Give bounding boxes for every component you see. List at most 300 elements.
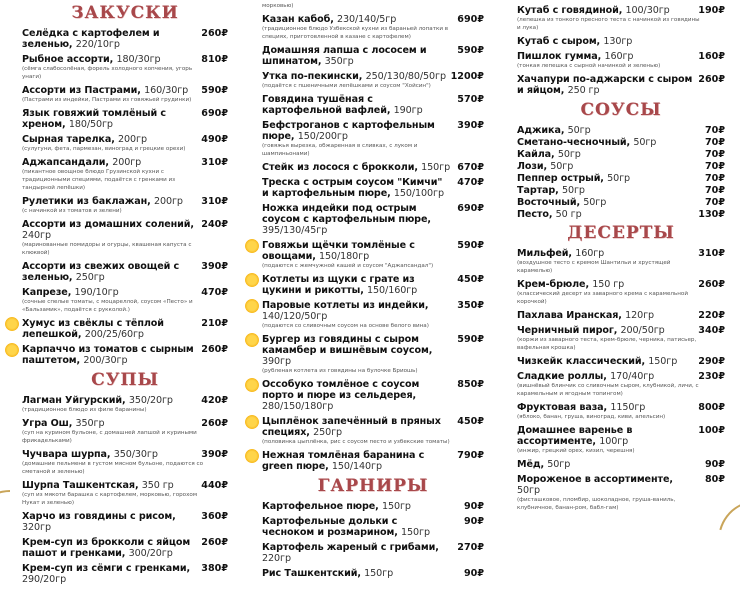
new-badge-sun-icon	[245, 378, 259, 392]
menu-item	[517, 185, 725, 196]
dish-title: Треска с острым соусом "Кимчи" и картофельным пюре,	[262, 177, 443, 199]
dish-price: 380₽	[201, 563, 228, 574]
menu-item	[517, 197, 725, 208]
dish-title: Кутаб с сыром,	[517, 36, 601, 47]
dish-weight: 150гр	[381, 501, 411, 512]
dish-price: 310₽	[201, 157, 228, 168]
dish-price: 260₽	[201, 28, 228, 39]
dish-title: Нежная томлёная баранина с green пюре,	[262, 450, 425, 472]
dish-weight: 50гр	[517, 485, 540, 496]
menu-item	[22, 287, 228, 314]
new-badge-sun-icon	[245, 415, 259, 429]
dish-title: Ассорти из свежих овощей с зеленью,	[22, 261, 180, 283]
dish-title: Тартар,	[517, 185, 559, 196]
dish-title: Чучвара шурпа,	[22, 449, 111, 460]
dish-description: (классический десерт из заварного крема с карамельной корочкой)	[517, 291, 688, 305]
section-title: СОУСЫ	[580, 100, 662, 120]
dish-title: Пахлава Иранская,	[517, 310, 622, 321]
dish-price: 160₽	[698, 51, 725, 62]
dish-description: (Пастрами из индейки, Пастрами из говяжьей грудинки)	[22, 97, 192, 103]
dish-price: 260₽	[201, 418, 228, 429]
dish-price: 670₽	[457, 162, 484, 173]
menu-item	[517, 310, 725, 321]
dish-description: (суп на курином бульоне, с домашней лапшой и куриными фрикадельками)	[22, 430, 197, 444]
dish-weight: 200/30гр	[83, 355, 128, 366]
dish-price: 390₽	[457, 120, 484, 131]
dish-title: Ассорти из домашних солений,	[22, 219, 194, 230]
dish-weight: 170/40гр	[610, 371, 655, 382]
dish-weight: 240гр	[22, 230, 51, 241]
new-badge-sun-icon	[5, 343, 19, 357]
dish-name	[22, 344, 228, 366]
dish-title: Песто,	[517, 209, 553, 220]
dish-description: (воздушное тесто с кремом Шантильи и хрустящей карамелью)	[517, 260, 671, 274]
dish-description: (подаются со сливочным соусом на основе белого вина)	[262, 323, 429, 329]
dish-price: 590₽	[457, 240, 484, 251]
dish-price: 90₽	[704, 459, 725, 470]
menu-item	[517, 356, 725, 367]
dish-title: Казан кабоб,	[262, 14, 334, 25]
dish-price: 210₽	[201, 318, 228, 329]
dish-weight: 290/20гр	[22, 574, 67, 585]
dish-price: 70₽	[704, 197, 725, 208]
dish-name	[517, 74, 725, 96]
menu-item	[517, 173, 725, 184]
menu-item	[262, 450, 484, 472]
dish-price: 90₽	[463, 501, 484, 512]
dish-name	[22, 28, 228, 50]
dish-title: Хумус из свёклы с тёплой лепешкой,	[22, 318, 164, 340]
dish-description: (фисташковое, пломбир, шоколадное, груша-ваниль, клубничное, банан-ром, бабл-гам)	[517, 497, 676, 511]
dish-name	[262, 300, 484, 322]
dish-title: Мёд,	[517, 459, 545, 470]
menu-item	[517, 325, 725, 352]
section-title: СУПЫ	[91, 370, 159, 390]
dish-weight: 200гр	[118, 134, 147, 145]
dish-price: 90₽	[463, 516, 484, 527]
dish-weight: 300/20гр	[128, 548, 173, 559]
dish-name	[22, 261, 228, 283]
dish-weight: 50 гр	[555, 209, 582, 220]
dish-price: 440₽	[201, 480, 228, 491]
dish-weight: 190/10гр	[74, 287, 119, 298]
menu-section	[262, 14, 484, 472]
menu-item	[517, 161, 725, 172]
menu-item	[517, 474, 725, 512]
dish-price: 290₽	[698, 356, 725, 367]
dish-weight: 250гр	[313, 427, 343, 438]
menu-item	[22, 219, 228, 257]
menu-item	[22, 196, 228, 215]
dish-name	[517, 51, 725, 62]
dish-title: Хачапури по-аджарски с сыром и яйцом,	[517, 74, 693, 96]
dish-price: 570₽	[457, 94, 484, 105]
dish-name	[262, 162, 484, 173]
menu-item	[262, 71, 484, 90]
menu-item	[517, 36, 725, 47]
dish-weight: 200/50гр	[620, 325, 665, 336]
dish-title: Пишлок гумма,	[517, 51, 602, 62]
dish-name	[262, 274, 484, 296]
dish-weight: 150гр	[364, 568, 394, 579]
dish-title: Ножка индейки под острым соусом с картофельным пюре,	[262, 203, 431, 225]
dish-weight: 100гр	[599, 436, 629, 447]
dish-title: Лагман Уйгурский,	[22, 395, 126, 406]
dish-weight: 130гр	[603, 36, 633, 47]
dish-title: Капрезе,	[22, 287, 72, 298]
dish-name	[517, 425, 725, 447]
dish-description: (домашние пельмени в густом мясном бульоне, подаются со сметаной и зеленью)	[22, 461, 204, 475]
dish-name	[22, 511, 228, 533]
dish-name	[22, 219, 228, 241]
dish-name	[517, 209, 725, 220]
dish-name	[22, 134, 228, 145]
dish-weight: 50гр	[547, 459, 571, 470]
dish-title: Крем-брюле,	[517, 279, 590, 290]
dish-name	[262, 501, 484, 512]
menu-item	[262, 568, 484, 579]
dish-price: 590₽	[457, 45, 484, 56]
dish-description: (половинка цыплёнка, рис с соусом песто и узбекские томаты)	[262, 439, 450, 445]
dish-title: Шурпа Ташкентская,	[22, 480, 139, 491]
menu-item	[262, 94, 484, 116]
dish-name	[262, 516, 484, 538]
dish-name	[22, 85, 228, 96]
dish-name	[517, 459, 725, 470]
dish-price: 70₽	[704, 137, 725, 148]
dish-name	[262, 94, 484, 116]
dish-description: (сочные спелые томаты, с моцареллой, соусом «Песто» и «Бальзамик», подаётся с рукколой.)	[22, 299, 193, 313]
dish-name	[262, 334, 484, 367]
dish-description: (тонкая лепешка с сырной начинкой и зеленью)	[517, 63, 661, 69]
menu-item	[517, 425, 725, 455]
dish-weight: 350/20гр	[128, 395, 173, 406]
dish-price: 260₽	[698, 74, 725, 85]
dish-title: Рис Ташкентский,	[262, 568, 361, 579]
dish-price: 260₽	[201, 537, 228, 548]
menu-item	[22, 344, 228, 366]
dish-name	[262, 203, 484, 236]
menu-section	[517, 100, 725, 220]
dish-price: 800₽	[698, 402, 725, 413]
dish-price: 310₽	[698, 248, 725, 259]
dish-title: Сметано-чесночный,	[517, 137, 631, 148]
dish-weight: 120гр	[625, 310, 655, 321]
dish-weight: 250/130/80/50гр	[365, 71, 446, 82]
menu-item	[262, 416, 484, 446]
dish-title: Крем-суп из сёмги с гренками,	[22, 563, 191, 574]
dish-title: Паровые котлеты из индейки,	[262, 300, 429, 311]
menu-item	[22, 537, 228, 559]
menu-column-3	[517, 5, 725, 516]
menu-item	[517, 51, 725, 70]
dish-name	[262, 568, 484, 579]
menu-item	[517, 137, 725, 148]
dish-price: 70₽	[704, 185, 725, 196]
dish-title: Стейк из лосося с брокколи,	[262, 162, 418, 173]
dish-price: 810₽	[201, 54, 228, 65]
menu-item	[262, 203, 484, 236]
dish-name	[262, 240, 484, 262]
section-title: ДЕСЕРТЫ	[567, 223, 675, 243]
dish-weight: 150/160гр	[367, 285, 418, 296]
menu-item	[22, 418, 228, 445]
menu-item	[22, 395, 228, 414]
dish-price: 90₽	[463, 568, 484, 579]
dish-title: Восточный,	[517, 197, 580, 208]
dish-name	[262, 379, 484, 412]
dish-title: Лози,	[517, 161, 548, 172]
menu-item	[262, 162, 484, 173]
section-title: ЗАКУСКИ	[71, 3, 179, 23]
dish-weight: 190гр	[393, 105, 423, 116]
dish-price: 390₽	[201, 261, 228, 272]
dish-name	[517, 474, 725, 496]
dish-title: Говядина тушёная с картофельной вафлей,	[262, 94, 391, 116]
menu-item	[517, 248, 725, 275]
dish-weight: 140/120/50гр	[262, 311, 328, 322]
dish-price: 360₽	[201, 511, 228, 522]
dish-description: (яблоко, банан, груша, виноград, киви, апельсин)	[517, 414, 666, 420]
dish-name	[22, 108, 228, 130]
dish-name	[262, 177, 484, 199]
dish-title: Картофельное пюре,	[262, 501, 379, 512]
dish-price: 1200₽	[450, 71, 484, 82]
dish-name	[22, 157, 228, 168]
menu-item	[262, 516, 484, 538]
menu-item	[517, 459, 725, 470]
menu-item	[22, 563, 228, 585]
menu-item	[517, 279, 725, 306]
dish-title: Мильфей,	[517, 248, 572, 259]
dish-price: 350₽	[457, 300, 484, 311]
new-badge-sun-icon	[245, 239, 259, 253]
dish-name	[517, 161, 725, 172]
dish-name	[22, 418, 228, 429]
dish-weight: 150/100гр	[393, 188, 444, 199]
dish-weight: 220гр	[262, 553, 291, 564]
dish-description: (суп из мякоти барашка с картофелем, морковью, горохом Нукат и зеленью)	[22, 492, 198, 506]
dish-name	[22, 196, 228, 207]
dish-price: 310₽	[201, 196, 228, 207]
dish-weight: 50гр	[567, 125, 591, 136]
menu-item	[22, 85, 228, 104]
dish-name	[22, 537, 228, 559]
dish-price: 190₽	[698, 5, 725, 16]
menu-item	[517, 5, 725, 32]
menu-section	[517, 223, 725, 512]
dish-weight: 50гр	[550, 161, 574, 172]
new-badge-sun-icon	[245, 333, 259, 347]
dish-price: 340₽	[698, 325, 725, 336]
dish-title: Сырная тарелка,	[22, 134, 115, 145]
menu-column-2	[262, 0, 484, 583]
dish-title: Сладкие роллы,	[517, 371, 607, 382]
dish-title: Котлеты из щуки с грате из цукини и рикотты,	[262, 274, 415, 296]
dish-name	[517, 36, 725, 47]
dish-name	[22, 318, 228, 340]
dish-title: Угра Ош,	[22, 418, 73, 429]
dish-name	[517, 356, 725, 367]
dish-price: 470₽	[201, 287, 228, 298]
dish-name	[517, 149, 725, 160]
dish-price: 390₽	[201, 449, 228, 460]
menu-item	[22, 261, 228, 283]
menu-item	[22, 157, 228, 192]
dish-weight: 150/140гр	[331, 461, 382, 472]
dish-weight: 200гр	[112, 157, 142, 168]
dish-description: (пикантное овощное блюдо Грузинской кухни с традиционными специями, подаётся с гренками из тандырной лепёшки)	[22, 169, 176, 191]
menu-item	[262, 334, 484, 375]
dish-weight: 350гр	[75, 418, 105, 429]
dish-price: 100₽	[698, 425, 725, 436]
dish-weight: 1150гр	[610, 402, 646, 413]
dish-name	[517, 185, 725, 196]
dish-name	[262, 416, 484, 438]
dish-title: Домашняя лапша с лососем и шпинатом,	[262, 45, 427, 67]
menu-item	[262, 379, 484, 412]
menu-item	[262, 240, 484, 270]
dish-weight: 150гр	[648, 356, 678, 367]
new-badge-sun-icon	[245, 299, 259, 313]
dish-title: Мороженое в ассортименте,	[517, 474, 673, 485]
menu-section	[22, 3, 228, 366]
dish-weight: 350 гр	[141, 480, 174, 491]
dish-title: Картофель жареный с грибами,	[262, 542, 439, 553]
dish-weight: 350/30гр	[113, 449, 158, 460]
dish-name	[517, 325, 725, 336]
dish-name	[517, 371, 725, 382]
dish-weight: 160гр	[575, 248, 605, 259]
dish-price: 270₽	[457, 542, 484, 553]
dish-name	[22, 287, 228, 298]
dish-weight: 395/130/45гр	[262, 225, 328, 236]
dish-title: Пеппер острый,	[517, 173, 604, 184]
dish-weight: 150 гр	[592, 279, 625, 290]
dish-weight: 320гр	[22, 522, 51, 533]
dish-weight: 200/25/60гр	[84, 329, 144, 340]
dish-weight: 50гр	[607, 173, 631, 184]
menu-item	[517, 209, 725, 220]
dish-weight: 150/200гр	[297, 131, 348, 142]
dish-weight: 50гр	[561, 185, 585, 196]
dish-title: Аджапсандали,	[22, 157, 109, 168]
dish-name	[517, 137, 725, 148]
dish-price: 850₽	[457, 379, 484, 390]
menu-item	[22, 480, 228, 507]
dish-name	[517, 402, 725, 413]
dish-price: 70₽	[704, 149, 725, 160]
dish-name	[22, 54, 228, 65]
menu-item	[262, 300, 484, 330]
dish-name	[262, 45, 484, 67]
dish-description: (коржи из заварного теста, крем-брюле, черника, патисьер, вафельная крошка)	[517, 337, 697, 351]
dish-name	[262, 120, 484, 142]
dish-description: (подаётся с пшеничными лепёшками и соусом "Хойсин")	[262, 83, 431, 89]
dish-title: Утка по-пекински,	[262, 71, 363, 82]
dish-price: 470₽	[457, 177, 484, 188]
dish-price: 70₽	[704, 161, 725, 172]
dish-description: (традиционное блюдо Узбекской кухни из бараньей лопатки в специях, приготовленной в казане с картофелем)	[262, 26, 449, 40]
dish-name	[262, 542, 484, 564]
menu-item	[22, 108, 228, 130]
dish-price: 70₽	[704, 125, 725, 136]
dish-weight: 250 гр	[567, 85, 600, 96]
dish-weight: 350гр	[324, 56, 354, 67]
dish-weight: 160гр	[604, 51, 634, 62]
new-badge-sun-icon	[245, 449, 259, 463]
dish-weight: 50гр	[583, 197, 607, 208]
dish-weight: 180/50гр	[68, 119, 113, 130]
dish-weight: 150/180гр	[319, 251, 370, 262]
menu-section	[22, 370, 228, 585]
dish-weight: 150гр	[421, 162, 451, 173]
dish-price: 590₽	[457, 334, 484, 345]
new-badge-sun-icon	[245, 273, 259, 287]
dish-description: (традиционное блюдо из филе баранины)	[22, 407, 147, 413]
dish-title: Цыплёнок запечённый в пряных специях,	[262, 416, 441, 438]
dish-title: Крем-суп из брокколи с яйцом пашот и гренками,	[22, 537, 191, 559]
dish-name	[517, 125, 725, 136]
dish-title: Рулетики из баклажан,	[22, 196, 151, 207]
dish-price: 690₽	[457, 203, 484, 214]
dish-price: 690₽	[457, 14, 484, 25]
dish-price: 130₽	[698, 209, 725, 220]
menu-item	[262, 14, 484, 41]
dish-weight: 50гр	[633, 137, 657, 148]
dish-title: Черничный пирог,	[517, 325, 618, 336]
dish-price: 450₽	[457, 416, 484, 427]
dish-title: Оссобуко томлёное с соусом порто и пюре из сельдерея,	[262, 379, 420, 401]
dish-price: 230₽	[698, 371, 725, 382]
dish-title: Картофельные дольки с чесноком и розмарином,	[262, 516, 398, 538]
menu-item	[22, 54, 228, 81]
dish-weight: 200гр	[153, 196, 183, 207]
dish-title: Ассорти из Пастрами,	[22, 85, 141, 96]
dish-description: (сёмга слабосолёная, форель холодного копчения, угорь унаги)	[22, 66, 193, 80]
dish-title: Язык говяжий томлёный с хреном,	[22, 108, 166, 130]
menu-item	[517, 371, 725, 398]
dish-title: Домашнее варенье в ассортименте,	[517, 425, 633, 447]
menu-item	[517, 402, 725, 421]
menu-item	[262, 120, 484, 158]
menu-item	[22, 511, 228, 533]
menu-item	[22, 134, 228, 153]
dish-name	[22, 480, 228, 491]
dish-name	[262, 450, 484, 472]
dish-description: (подаются с жемчужной кашей и соусом "Аджапсандал")	[262, 263, 434, 269]
dish-name	[517, 279, 725, 290]
dish-name	[517, 197, 725, 208]
dish-name	[517, 5, 725, 16]
dish-title: Кайла,	[517, 149, 555, 160]
dish-title: Рыбное ассорти,	[22, 54, 114, 65]
dish-price: 80₽	[704, 474, 725, 485]
dish-price: 690₽	[201, 108, 228, 119]
dish-name	[22, 449, 228, 460]
dish-title: Бургер из говядины с сыром камамбер и вишнёвым соусом,	[262, 334, 433, 356]
dish-price: 260₽	[698, 279, 725, 290]
dish-description: (вишнёвый блинчик со сливочным сыром, клубникой, личи, с карамельным и ягодным топингом)	[517, 383, 699, 397]
dish-description: (инжир, грецкий орех, кизил, черешня)	[517, 448, 635, 454]
dish-description: (рубленая котлета из говядины на булочке Бриошь)	[262, 368, 418, 374]
menu-item	[262, 274, 484, 296]
dish-description: морковью)	[262, 3, 294, 9]
menu-section	[262, 476, 484, 579]
dish-weight: 390гр	[262, 356, 291, 367]
dish-title: Чизкейк классический,	[517, 356, 646, 367]
dish-title: Аджика,	[517, 125, 565, 136]
